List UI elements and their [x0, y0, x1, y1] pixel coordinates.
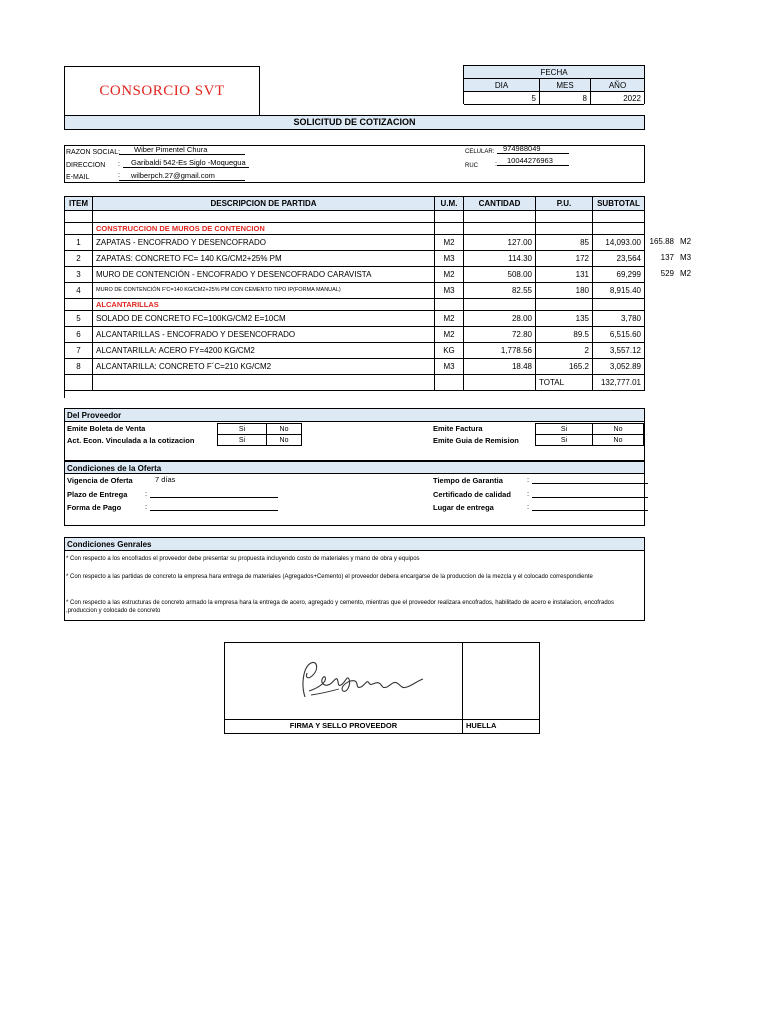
ruc-value: 10044276963 — [497, 156, 569, 166]
cell-item: 7 — [65, 343, 93, 359]
empty-cell — [464, 211, 536, 223]
vigencia-label: Vigencia de Oferta — [67, 476, 133, 485]
razon-value: Wiber Pimentel Chura — [119, 145, 245, 155]
side-quantity: 137 — [660, 253, 674, 262]
cell-pu: 2 — [536, 343, 593, 359]
email-value: wilberpch.27@gmail.com — [119, 171, 245, 181]
guia-si[interactable]: Si — [535, 434, 593, 446]
guia-no[interactable]: No — [592, 434, 644, 446]
factura-label: Emite Factura — [433, 424, 483, 433]
cell-pu: 131 — [536, 267, 593, 283]
firma-line — [225, 719, 539, 720]
empty-cell — [464, 375, 536, 391]
oferta-box — [64, 461, 645, 526]
cell-cantidad: 508.00 — [464, 267, 536, 283]
razon-label: RAZON SOCIAL: — [66, 149, 121, 156]
cell-subtotal: 14,093.00 — [593, 235, 645, 251]
signature-box — [224, 642, 540, 734]
garantia-colon: : — [527, 475, 530, 484]
ruc-colon: : — [495, 161, 497, 168]
cell-subtotal: 3,557.12 — [593, 343, 645, 359]
col-header-subtotal: SUBTOTAL — [593, 197, 645, 211]
proveedor-box — [64, 408, 645, 461]
cell-item: 8 — [65, 359, 93, 375]
fecha-mes: 8 — [540, 92, 591, 105]
cell-desc: ZAPATAS: CONCRETO FC= 140 KG/CM2+25% PM — [93, 251, 435, 267]
cell-um: KG — [435, 343, 464, 359]
fecha-title: FECHA — [464, 66, 644, 79]
direccion-value: Garibaldi 542-Es Siglo -Moquegua — [123, 158, 249, 168]
fecha-mes-label: MES — [540, 79, 591, 92]
email-colon: : — [118, 172, 120, 179]
plazo-label: Plazo de Entrega — [67, 490, 128, 499]
col-header-cantidad: CANTIDAD — [464, 197, 536, 211]
general-note-1: * Con respecto a los encofrados el proveedor debe presentar su propuesta incluyendo costo de materiales y mano de obra y equipos — [66, 556, 420, 562]
cell-cantidad: 1,778.56 — [464, 343, 536, 359]
items-table — [64, 196, 645, 398]
general-note-3: * Con respecto a las estructuras de concreto armado la empresa hara la entrega de acero, agregado y cemento, mientras que el proveedor realizara encofrados, habilitado de acero e instalacion, encofrados ,produccion y colocado de concreto — [66, 600, 614, 614]
cell-pu: 180 — [536, 283, 593, 299]
lugar-colon: : — [527, 502, 530, 511]
cell-cantidad: 28.00 — [464, 311, 536, 327]
empty-cell — [536, 211, 593, 223]
cell-desc: MURO DE CONTENCIÓN - ENCOFRADO Y DESENCOFRADO CARAVISTA — [93, 267, 435, 283]
page-title: SOLICITUD DE COTIZACION — [64, 115, 645, 130]
direccion-colon: : — [118, 161, 120, 168]
ruc-label: RUC — [465, 163, 478, 169]
side-unit: M2 — [680, 269, 692, 278]
section-heading: CONSTRUCCION DE MUROS DE CONTENCION — [93, 223, 435, 235]
email-label: E-MAIL — [66, 174, 90, 181]
cell-item: 4 — [65, 283, 93, 299]
cell-item: 6 — [65, 327, 93, 343]
calidad-colon: : — [527, 489, 530, 498]
empty-cell — [464, 299, 536, 311]
calidad-field[interactable] — [532, 491, 648, 498]
cell-desc: ZAPATAS - ENCOFRADO Y DESENCOFRADO — [93, 235, 435, 251]
celular-label: CELULAR: — [465, 149, 495, 155]
calidad-label: Certificado de calidad — [433, 490, 511, 499]
cell-subtotal: 3,780 — [593, 311, 645, 327]
cell-pu: 89.5 — [536, 327, 593, 343]
side-unit: M3 — [680, 253, 692, 262]
cell-subtotal: 3,052.89 — [593, 359, 645, 375]
direccion-label: DIRECCION — [66, 162, 106, 169]
col-header-um: U.M. — [435, 197, 464, 211]
fecha-dia: 5 — [464, 92, 540, 105]
cell-pu: 135 — [536, 311, 593, 327]
total-value: 132,777.01 — [593, 375, 645, 391]
huella-label: HUELLA — [466, 721, 497, 730]
side-quantity: 165.88 — [649, 237, 674, 246]
cell-item: 5 — [65, 311, 93, 327]
cell-desc: MURO DE CONTENCIÓN F'C=140 KG/CM2+25% PM CON CEMENTO TIPO IP(FORMA MANUAL) — [93, 283, 435, 299]
client-box — [64, 145, 645, 183]
pago-colon: : — [145, 502, 148, 511]
boleta-no[interactable]: No — [266, 423, 302, 435]
vinculada-label: Act. Econ. Vinculada a la cotizacion — [67, 436, 195, 445]
vigencia-value: 7 días — [155, 475, 176, 484]
cell-cantidad: 127.00 — [464, 235, 536, 251]
cell-cantidad: 82.55 — [464, 283, 536, 299]
cell-subtotal: 23,564 — [593, 251, 645, 267]
cell-desc: SOLADO DE CONCRETO FC=100KG/CM2 E=10CM — [93, 311, 435, 327]
cell-desc: ALCANTARILLA: ACERO FY=4200 KG/CM2 — [93, 343, 435, 359]
boleta-si[interactable]: Si — [217, 423, 267, 435]
cell-desc: ALCANTARILLA: CONCRETO F´C=210 KG/CM2 — [93, 359, 435, 375]
total-label: TOTAL — [536, 375, 593, 391]
empty-cell — [593, 211, 645, 223]
oferta-title: Condiciones de la Oferta — [65, 461, 644, 474]
fecha-anio: 2022 — [591, 92, 644, 105]
cell-item: 3 — [65, 267, 93, 283]
cell-cantidad: 18.48 — [464, 359, 536, 375]
plazo-field[interactable] — [150, 491, 278, 498]
empty-cell — [536, 223, 593, 235]
cell-um: M3 — [435, 251, 464, 267]
garantia-field[interactable] — [532, 477, 648, 484]
cell-pu: 165.2 — [536, 359, 593, 375]
proveedor-title: Del Proveedor — [65, 409, 644, 422]
col-header-pu: P.U. — [536, 197, 593, 211]
cell-um: M3 — [435, 283, 464, 299]
garantia-label: Tiempo de Garantia — [433, 476, 503, 485]
empty-cell — [435, 211, 464, 223]
fecha-dia-label: DIA — [464, 79, 540, 92]
side-unit: M2 — [680, 237, 692, 246]
empty-cell — [93, 211, 435, 223]
generales-title: Condiciones Genrales — [65, 538, 644, 551]
cell-subtotal: 6,515.60 — [593, 327, 645, 343]
lugar-label: Lugar de entrega — [433, 503, 494, 512]
vinculada-si[interactable]: Si — [217, 434, 267, 446]
empty-cell — [464, 223, 536, 235]
firma-label: FIRMA Y SELLO PROVEEDOR — [289, 721, 398, 730]
fecha-box — [463, 65, 645, 104]
cell-pu: 85 — [536, 235, 593, 251]
empty-cell — [93, 375, 435, 391]
cell-cantidad: 72.80 — [464, 327, 536, 343]
factura-si[interactable]: Si — [535, 423, 593, 435]
factura-no[interactable]: No — [592, 423, 644, 435]
guia-label: Emite Guia de Remision — [433, 436, 519, 445]
cell-subtotal: 69,299 — [593, 267, 645, 283]
boleta-label: Emite Boleta de Venta — [67, 424, 146, 433]
empty-cell — [536, 299, 593, 311]
general-note-2: * Con respecto a las partidas de concreto la empresa hara entrega de materiales (Agregados+Cemento) el proveedor debera encargarse de la produccion de la mezcla y el colocado correspondiente — [66, 574, 593, 580]
signature-image — [291, 657, 431, 707]
cell-um: M2 — [435, 311, 464, 327]
cell-pu: 172 — [536, 251, 593, 267]
vinculada-no[interactable]: No — [266, 434, 302, 446]
empty-cell — [435, 299, 464, 311]
pago-field[interactable] — [150, 504, 278, 511]
col-header-desc: DESCRIPCION DE PARTIDA — [93, 197, 435, 211]
cell-item: 2 — [65, 251, 93, 267]
fecha-anio-label: AÑO — [591, 79, 644, 92]
section-heading: ALCANTARILLAS — [93, 299, 435, 311]
col-header-item: ITEM — [65, 197, 93, 211]
company-name: CONSORCIO SVT — [99, 83, 225, 99]
empty-cell — [435, 375, 464, 391]
cell-um: M2 — [435, 235, 464, 251]
cell-um: M2 — [435, 327, 464, 343]
pago-label: Forma de Pago — [67, 503, 122, 512]
empty-cell — [593, 223, 645, 235]
side-quantity: 529 — [660, 269, 674, 278]
empty-cell — [65, 375, 93, 391]
empty-cell — [65, 299, 93, 311]
cell-um: M3 — [435, 359, 464, 375]
cell-um: M2 — [435, 267, 464, 283]
lugar-field[interactable] — [532, 504, 648, 511]
empty-cell — [593, 299, 645, 311]
plazo-colon: : — [145, 489, 148, 498]
empty-cell — [65, 223, 93, 235]
empty-cell — [65, 211, 93, 223]
company-box — [64, 66, 260, 116]
celular-value: 974988049 — [497, 144, 569, 154]
cell-cantidad: 114.30 — [464, 251, 536, 267]
cell-subtotal: 8,915.40 — [593, 283, 645, 299]
cell-item: 1 — [65, 235, 93, 251]
cell-desc: ALCANTARILLAS - ENCOFRADO Y DESENCOFRADO — [93, 327, 435, 343]
empty-cell — [435, 223, 464, 235]
